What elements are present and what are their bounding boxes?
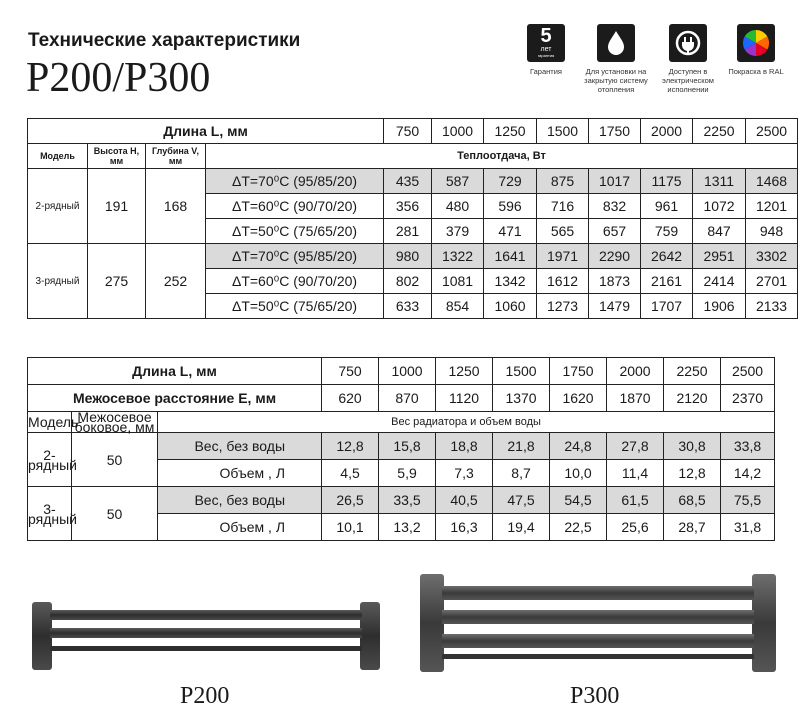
length-cell: 2000 — [641, 119, 693, 144]
value-cell: 379 — [432, 219, 484, 244]
heat-output-header: Теплоотдача, Вт — [206, 144, 798, 169]
value-cell: 435 — [384, 169, 432, 194]
delta-cell: ΔT=60⁰C (90/70/20) — [206, 269, 384, 294]
value-cell: 2701 — [746, 269, 798, 294]
value-cell: 1311 — [693, 169, 746, 194]
model-cell: 3-рядный — [28, 487, 72, 541]
value-cell: 1873 — [589, 269, 641, 294]
value-cell: 847 — [693, 219, 746, 244]
length-cell: 2250 — [664, 358, 721, 385]
length-cell: 1000 — [432, 119, 484, 144]
value-cell: 1175 — [641, 169, 693, 194]
value-cell: 33,8 — [721, 433, 775, 460]
length-header: Длина L, мм — [28, 358, 322, 385]
length-cell: 1250 — [484, 119, 537, 144]
badge-closed-system — [584, 24, 648, 94]
row-label: Объем , Л — [158, 514, 322, 541]
value-cell: 1707 — [641, 294, 693, 319]
warranty-years-unit: лет — [540, 46, 552, 53]
page-subtitle: Технические характеристики — [28, 30, 301, 51]
length-cell: 750 — [384, 119, 432, 144]
value-cell: 33,5 — [379, 487, 436, 514]
length-cell: 1750 — [550, 358, 607, 385]
value-cell: 1641 — [484, 244, 537, 269]
value-cell: 24,8 — [550, 433, 607, 460]
height-cell: 191 — [88, 169, 146, 244]
value-cell: 875 — [537, 169, 589, 194]
value-cell: 1081 — [432, 269, 484, 294]
p200-radiator-image — [28, 598, 384, 676]
value-cell: 5,9 — [379, 460, 436, 487]
length-cell: 2500 — [746, 119, 798, 144]
value-cell: 12,8 — [664, 460, 721, 487]
length-cell: 1500 — [537, 119, 589, 144]
length-row — [28, 358, 775, 385]
value-cell: 961 — [641, 194, 693, 219]
value-cell: 596 — [484, 194, 537, 219]
value-cell: 1468 — [746, 169, 798, 194]
length-row — [28, 119, 798, 144]
value-cell: 729 — [484, 169, 537, 194]
col-model-header: Модель — [28, 144, 88, 169]
delta-cell: ΔT=50⁰C (75/65/20) — [206, 219, 384, 244]
center-cell: 1370 — [493, 385, 550, 412]
row-label: Вес, без воды — [158, 487, 322, 514]
value-cell: 1201 — [746, 194, 798, 219]
side-cell: 50 — [72, 487, 158, 541]
center-distance-row — [28, 385, 775, 412]
value-cell: 61,5 — [607, 487, 664, 514]
value-cell: 565 — [537, 219, 589, 244]
center-cell: 1870 — [607, 385, 664, 412]
value-cell: 854 — [432, 294, 484, 319]
badge-caption: Доступен в электрическом исполнении — [662, 67, 714, 94]
value-cell: 68,5 — [664, 487, 721, 514]
value-cell: 26,5 — [322, 487, 379, 514]
table-row — [28, 487, 775, 514]
value-cell: 31,8 — [721, 514, 775, 541]
badge-caption: Покраска в RAL — [728, 67, 784, 76]
badge-warranty — [514, 24, 578, 76]
value-cell: 2161 — [641, 269, 693, 294]
value-cell: 948 — [746, 219, 798, 244]
value-cell: 587 — [432, 169, 484, 194]
value-cell: 47,5 — [493, 487, 550, 514]
depth-cell: 252 — [146, 244, 206, 319]
value-cell: 1612 — [537, 269, 589, 294]
value-cell: 19,4 — [493, 514, 550, 541]
delta-cell: ΔT=50⁰C (75/65/20) — [206, 294, 384, 319]
column-header-row — [28, 412, 775, 433]
p200-label: P200 — [180, 683, 230, 709]
color-wheel-icon — [737, 24, 775, 62]
length-cell: 1750 — [589, 119, 641, 144]
value-cell: 3302 — [746, 244, 798, 269]
value-cell: 471 — [484, 219, 537, 244]
page-title: P200/P300 — [26, 55, 211, 101]
value-cell: 2290 — [589, 244, 641, 269]
value-cell: 28,7 — [664, 514, 721, 541]
length-cell: 1500 — [493, 358, 550, 385]
warranty-years: 5 — [540, 25, 552, 47]
delta-cell: ΔT=60⁰C (90/70/20) — [206, 194, 384, 219]
value-cell: 75,5 — [721, 487, 775, 514]
value-cell: 40,5 — [436, 487, 493, 514]
value-cell: 16,3 — [436, 514, 493, 541]
badge-caption: Гарантия — [530, 67, 562, 76]
value-cell: 759 — [641, 219, 693, 244]
number-5-icon — [527, 24, 565, 62]
side-cell: 50 — [72, 433, 158, 487]
weight-volume-table — [27, 357, 775, 541]
value-cell: 18,8 — [436, 433, 493, 460]
value-cell: 281 — [384, 219, 432, 244]
delta-cell: ΔT=70⁰C (95/85/20) — [206, 244, 384, 269]
value-cell: 1060 — [484, 294, 537, 319]
value-cell: 2642 — [641, 244, 693, 269]
value-cell: 802 — [384, 269, 432, 294]
model-cell: 3-рядный — [28, 244, 88, 319]
value-cell: 356 — [384, 194, 432, 219]
depth-cell: 168 — [146, 169, 206, 244]
col-side-header: Межосевое боковое, мм — [72, 412, 158, 433]
length-cell: 1000 — [379, 358, 436, 385]
value-cell: 832 — [589, 194, 641, 219]
table-row — [28, 244, 798, 269]
center-distance-header: Межосевое расстояние E, мм — [28, 385, 322, 412]
value-cell: 25,6 — [607, 514, 664, 541]
table-row — [28, 433, 775, 460]
length-header: Длина L, мм — [28, 119, 384, 144]
value-cell: 2133 — [746, 294, 798, 319]
row-label: Вес, без воды — [158, 433, 322, 460]
badge-ral — [724, 24, 788, 76]
row-label: Объем , Л — [158, 460, 322, 487]
length-cell: 1250 — [436, 358, 493, 385]
water-drop-icon — [597, 24, 635, 62]
value-cell: 1017 — [589, 169, 641, 194]
electric-plug-icon — [669, 24, 707, 62]
value-cell: 7,3 — [436, 460, 493, 487]
value-cell: 1072 — [693, 194, 746, 219]
value-cell: 4,5 — [322, 460, 379, 487]
value-cell: 13,2 — [379, 514, 436, 541]
value-cell: 30,8 — [664, 433, 721, 460]
column-header-row — [28, 144, 798, 169]
value-cell: 12,8 — [322, 433, 379, 460]
value-cell: 633 — [384, 294, 432, 319]
p300-radiator-image — [418, 572, 778, 676]
model-cell: 2-рядный — [28, 169, 88, 244]
value-cell: 1273 — [537, 294, 589, 319]
value-cell: 980 — [384, 244, 432, 269]
value-cell: 1479 — [589, 294, 641, 319]
center-cell: 2370 — [721, 385, 775, 412]
length-cell: 2250 — [693, 119, 746, 144]
table-row — [28, 169, 798, 194]
length-cell: 2500 — [721, 358, 775, 385]
badge-caption: Для установки на закрытую систему отопления — [584, 67, 648, 94]
value-cell: 2414 — [693, 269, 746, 294]
value-cell: 1906 — [693, 294, 746, 319]
weight-header: Вес радиатора и объем воды — [158, 412, 775, 433]
value-cell: 1322 — [432, 244, 484, 269]
center-cell: 1620 — [550, 385, 607, 412]
value-cell: 15,8 — [379, 433, 436, 460]
center-cell: 2120 — [664, 385, 721, 412]
delta-cell: ΔT=70⁰C (95/85/20) — [206, 169, 384, 194]
value-cell: 1971 — [537, 244, 589, 269]
value-cell: 27,8 — [607, 433, 664, 460]
heat-output-table — [27, 118, 798, 319]
value-cell: 14,2 — [721, 460, 775, 487]
col-depth-header: Глубина V, мм — [146, 144, 206, 169]
length-cell: 2000 — [607, 358, 664, 385]
value-cell: 657 — [589, 219, 641, 244]
col-model-header: Модель — [28, 412, 72, 433]
value-cell: 10,0 — [550, 460, 607, 487]
center-cell: 1120 — [436, 385, 493, 412]
value-cell: 2951 — [693, 244, 746, 269]
value-cell: 22,5 — [550, 514, 607, 541]
value-cell: 8,7 — [493, 460, 550, 487]
model-cell: 2-рядный — [28, 433, 72, 487]
warranty-word: гарантия — [537, 53, 555, 58]
badge-electric — [656, 24, 720, 94]
value-cell: 10,1 — [322, 514, 379, 541]
p300-label: P300 — [570, 683, 620, 709]
value-cell: 11,4 — [607, 460, 664, 487]
value-cell: 716 — [537, 194, 589, 219]
col-height-header: Высота H, мм — [88, 144, 146, 169]
value-cell: 21,8 — [493, 433, 550, 460]
length-cell: 750 — [322, 358, 379, 385]
center-cell: 870 — [379, 385, 436, 412]
value-cell: 1342 — [484, 269, 537, 294]
value-cell: 54,5 — [550, 487, 607, 514]
value-cell: 480 — [432, 194, 484, 219]
center-cell: 620 — [322, 385, 379, 412]
height-cell: 275 — [88, 244, 146, 319]
